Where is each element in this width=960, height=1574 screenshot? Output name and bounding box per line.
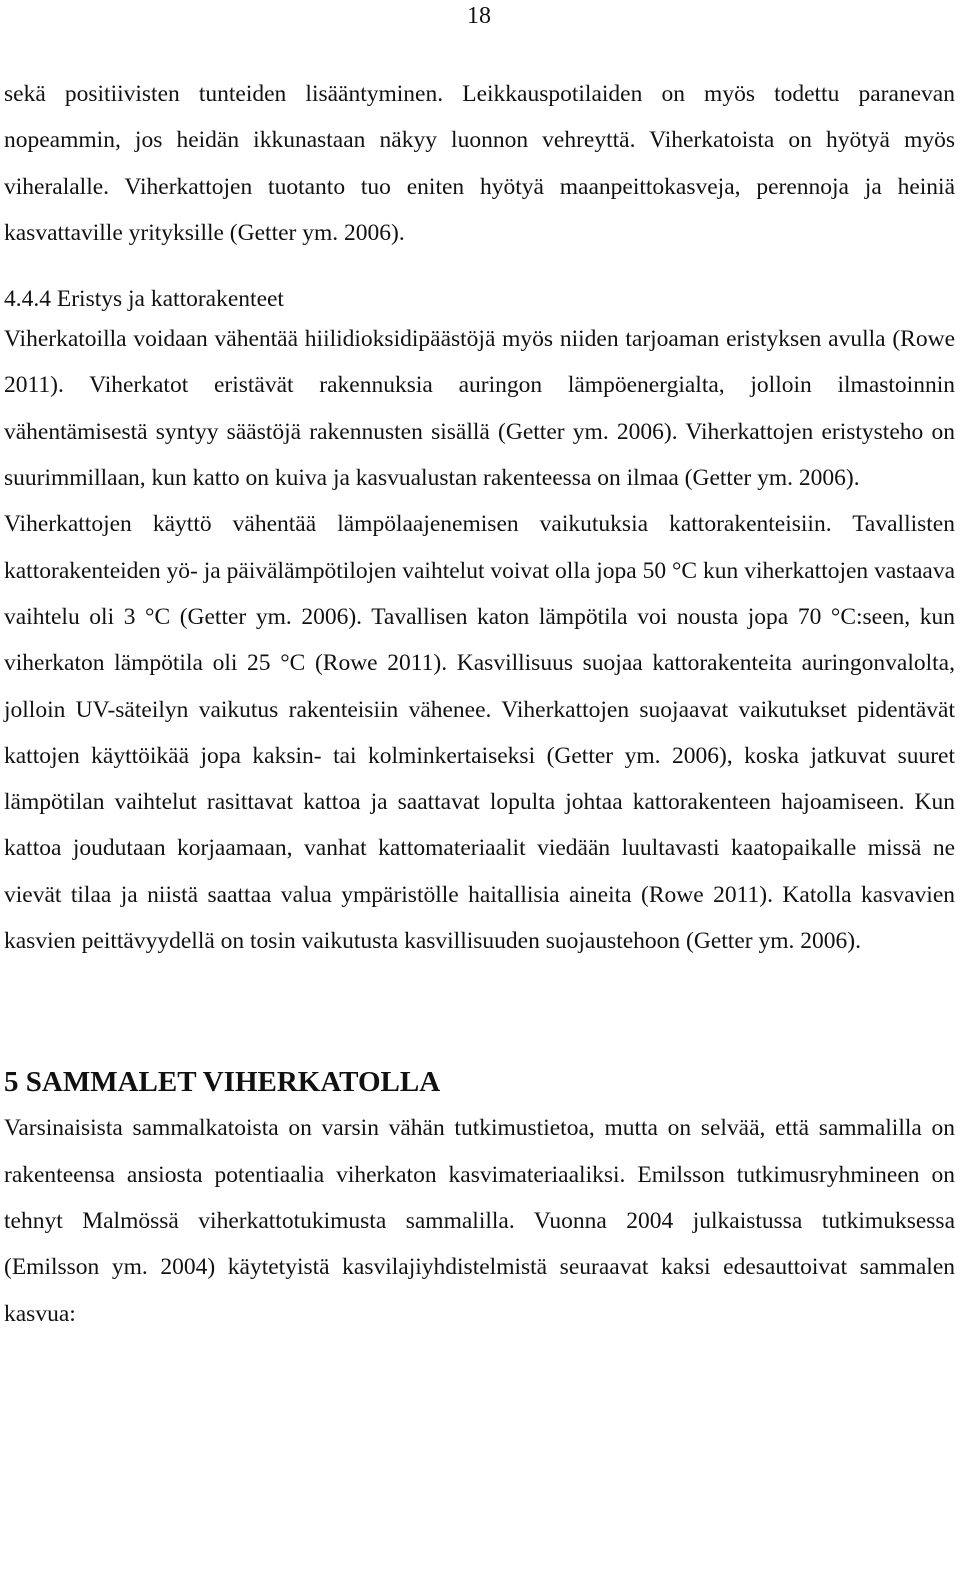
page-number: 18 [467, 3, 491, 29]
paragraph-insulation-2: Viherkattojen käyttö vähentää lämpölaajenemisen vaikutuksia kattorakenteisiin. Tavallisten kattorakenteiden yö- ja päivälämpötilojen vaihtelut voivat olla jopa 50 °C kun viherkattojen vastaava vaihtelu oli 3 °C (Getter ym. 2006). Tavallisen katon lämpötila voi nousta jopa 70 °C:seen, kun viherkaton lämpötila oli 25 °C (Rowe 2011). Kasvillisuus suojaa kattorakenteita auringonvalolta, jolloin UV-säteilyn vaikutus rakenteisiin vähenee. Viherkattojen suojaavat vaikutukset pidentävät kattojen käyttöikää jopa kaksin- tai kolminkertaiseksi (Getter ym. 2006), koska jatkuvat suuret lämpötilan vaihtelut rasittavat kattoa ja saattavat lopulta johtaa kattorakenteen hajoamiseen. Kun kattoa joudutaan korjaamaan, vanhat kattomateriaalit viedään luultavasti kaatopaikalle missä ne vievät tilaa ja niistä saattaa valua ympäristölle haitallisia aineita (Rowe 2011). Katolla kasvavien kasvien peittävyydellä on tosin vaikutusta kasvillisuuden suojaustehoon (Getter ym. 2006). [4, 511, 955, 955]
paragraph-moss-1: Varsinaisista sammalkatoista on varsin vähän tutkimustietoa, mutta on selvää, että sammalilla on rakenteensa ansiosta potentiaalia viherkaton kasvimateriaaliksi. Emilsson tutkimusryhmineen on tehnyt Malmössä viherkattotukimusta sammalilla. Vuonna 2004 julkaistussa tutkimuksessa (Emilsson ym. 2004) käytetyistä kasvilajiyhdistelmistä seuraavat kaksi edesauttoivat sammalen kasvua: [4, 1115, 955, 1327]
paragraph-intro: sekä positiivisten tunteiden lisääntyminen. Leikkauspotilaiden on myös todettu paranevan nopeammin, jos heidän ikkunastaan näkyy luonnon vehreyttä. Viherkatoista on hyötyä myös viheralalle. Viherkattojen tuotanto tuo eniten hyötyä maanpeittokasveja, perennoja ja heiniä kasvattaville yrityksille (Getter ym. 2006). [4, 81, 955, 246]
section-heading-4-4-4: 4.4.4 Eristys ja kattorakenteet [4, 286, 284, 313]
paragraph-insulation-1: Viherkatoilla voidaan vähentää hiilidioksidipäästöjä myös niiden tarjoaman eristyksen avulla (Rowe 2011). Viherkatot eristävät rakennuksia auringon lämpöenergialta, jolloin ilmastoinnin vähentämisestä syntyy säästöjä rakennusten sisällä (Getter ym. 2006). Viherkattojen eristysteho on suurimmillaan, kun katto on kuiva ja kasvualustan rakenteessa on ilmaa (Getter ym. 2006). [4, 326, 955, 492]
document-body [4, 71, 955, 1337]
chapter-heading-5: 5 SAMMALET VIHERKATOLLA [4, 1066, 441, 1099]
